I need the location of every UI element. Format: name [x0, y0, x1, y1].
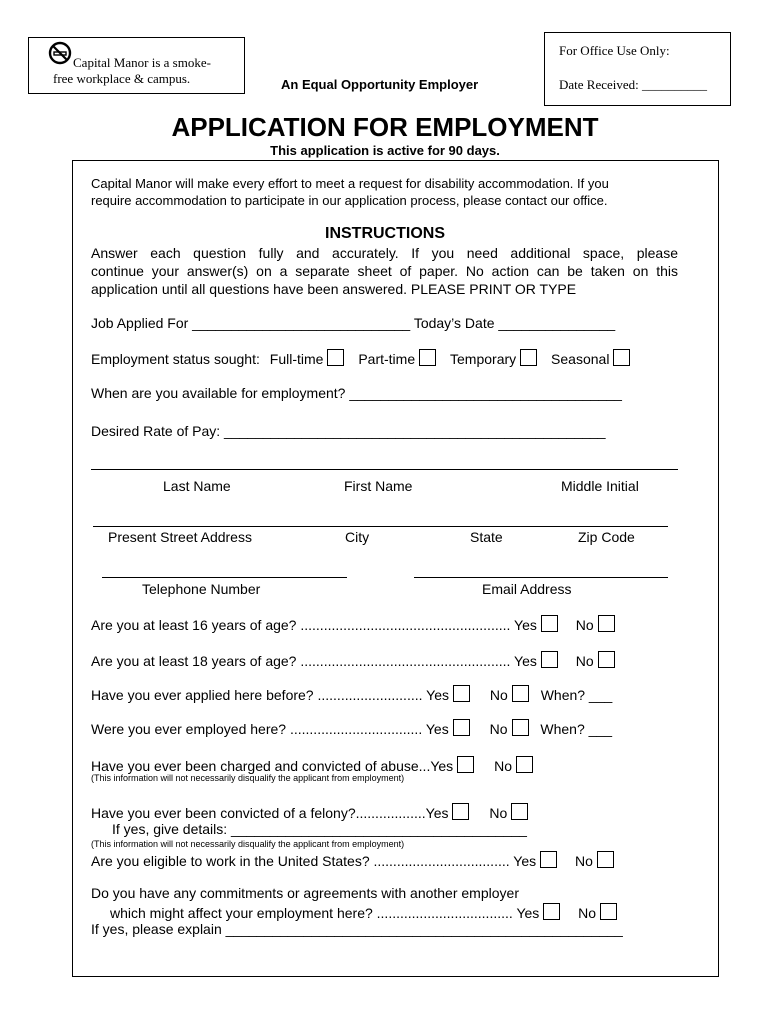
age-18-yes-checkbox[interactable] — [541, 651, 558, 668]
employed-before-question — [91, 719, 612, 737]
abuse-question — [91, 756, 533, 774]
no-smoking-icon — [48, 41, 72, 65]
commitments-yes-checkbox[interactable] — [543, 903, 560, 920]
age-18-no-checkbox[interactable] — [598, 651, 615, 668]
applied-before-question — [91, 685, 612, 703]
employment-status-label: Employment status sought: — [91, 351, 260, 367]
age-16-yes-checkbox[interactable] — [541, 615, 558, 632]
city-label: City — [345, 529, 370, 545]
employed-when-field[interactable]: When? ___ — [540, 721, 612, 737]
equal-opportunity-text: An Equal Opportunity Employer — [281, 77, 479, 92]
no-label: No — [575, 617, 594, 633]
age-16-question — [91, 615, 615, 633]
page-title: APPLICATION FOR EMPLOYMENT — [171, 112, 599, 142]
abuse-yes-checkbox[interactable] — [457, 756, 474, 773]
yes-label: Yes — [430, 758, 454, 774]
smoke-free-text-1: Capital Manor is a smoke- — [73, 55, 211, 70]
felony-no-checkbox[interactable] — [511, 803, 528, 820]
felony-yes-checkbox[interactable] — [452, 803, 469, 820]
yes-label: Yes — [516, 905, 540, 921]
applied-when-field[interactable]: When? ___ — [540, 687, 613, 703]
yes-label: Yes — [426, 687, 449, 703]
commitments-explain-field[interactable]: If yes, please explain ___________________________________________________ — [91, 921, 623, 937]
yes-label: Yes — [514, 653, 537, 669]
employment-status-row — [91, 349, 630, 367]
eligible-no-checkbox[interactable] — [597, 851, 614, 868]
no-label: No — [494, 758, 512, 774]
availability-field[interactable]: When are you available for employment? ___________________________________ — [91, 385, 622, 401]
instructions-line-3: application until all questions have been answered. PLEASE PRINT OR TYPE — [91, 281, 577, 297]
date-received-label: Date Received: __________ — [559, 77, 708, 92]
zip-code-label: Zip Code — [578, 529, 635, 545]
work-eligibility-question — [91, 851, 614, 869]
office-use-label: For Office Use Only: — [559, 43, 670, 58]
telephone-label: Telephone Number — [142, 581, 261, 597]
employed-no-checkbox[interactable] — [512, 719, 529, 736]
street-address-label: Present Street Address — [108, 529, 252, 545]
yes-label: Yes — [514, 617, 537, 633]
part-time-label: Part-time — [358, 351, 416, 367]
no-label: No — [489, 687, 508, 703]
commitments-no-checkbox[interactable] — [600, 903, 617, 920]
felony-details-field[interactable]: If yes, give details: ______________________________________ — [112, 821, 527, 837]
age-16-no-checkbox[interactable] — [598, 615, 615, 632]
felony-question — [91, 803, 528, 821]
smoke-free-text-2: free workplace & campus. — [53, 71, 191, 86]
yes-label: Yes — [425, 805, 449, 821]
seasonal-label: Seasonal — [551, 351, 610, 367]
email-line[interactable] — [414, 577, 668, 578]
abuse-no-checkbox[interactable] — [516, 756, 533, 773]
office-use-box — [544, 32, 731, 106]
state-label: State — [470, 529, 503, 545]
no-label: No — [489, 721, 508, 737]
middle-initial-label: Middle Initial — [561, 478, 639, 494]
page-subtitle: This application is active for 90 days. — [270, 143, 500, 158]
full-time-label: Full-time — [269, 351, 324, 367]
work-eligibility-text: Are you eligible to work in the United States? ................................... — [91, 853, 510, 869]
part-time-checkbox[interactable] — [419, 349, 436, 366]
last-name-label: Last Name — [163, 478, 231, 494]
job-applied-field[interactable]: Job Applied For ____________________________ Today’s Date _______________ — [91, 315, 616, 331]
seasonal-checkbox[interactable] — [613, 349, 630, 366]
employed-before-text: Were you ever employed here? .................................. — [91, 721, 423, 737]
age-18-text: Are you at least 18 years of age? ...................................................... — [91, 653, 511, 669]
no-label: No — [575, 653, 594, 669]
no-label: No — [575, 853, 593, 869]
age-18-question — [91, 651, 615, 669]
no-label: No — [578, 905, 597, 921]
temporary-label: Temporary — [450, 351, 517, 367]
commitments-text-1: Do you have any commitments or agreements with another employer — [91, 885, 519, 901]
desired-rate-field[interactable]: Desired Rate of Pay: _________________________________________________ — [91, 423, 606, 439]
eligible-yes-checkbox[interactable] — [540, 851, 557, 868]
address-line[interactable] — [93, 526, 668, 527]
applied-before-text: Have you ever applied here before? ........................... — [91, 687, 423, 703]
telephone-line[interactable] — [102, 577, 347, 578]
full-time-checkbox[interactable] — [327, 349, 344, 366]
name-line[interactable] — [91, 469, 678, 470]
instructions-line-1: Answer each question fully and accurately. If you need additional space, please — [91, 245, 678, 261]
email-label: Email Address — [482, 581, 572, 597]
employed-yes-checkbox[interactable] — [453, 719, 470, 736]
first-name-label: First Name — [344, 478, 413, 494]
felony-text: Have you ever been convicted of a felony?.................. — [91, 805, 426, 821]
yes-label: Yes — [513, 853, 537, 869]
accommodation-text-1: Capital Manor will make every effort to meet a request for disability accommodation. If you — [91, 176, 609, 191]
temporary-checkbox[interactable] — [520, 349, 537, 366]
abuse-disclaimer: (This information will not necessarily disqualify the applicant from employment) — [91, 773, 405, 783]
applied-yes-checkbox[interactable] — [453, 685, 470, 702]
accommodation-text-2: require accommodation to participate in our application process, please contact our office. — [91, 193, 608, 208]
felony-disclaimer: (This information will not necessarily disqualify the applicant from employment) — [91, 839, 405, 849]
instructions-line-2: continue your answer(s) on a separate sheet of paper. No action can be taken on this — [91, 263, 678, 279]
applied-no-checkbox[interactable] — [512, 685, 529, 702]
commitments-question — [110, 903, 617, 921]
instructions-heading: INSTRUCTIONS — [325, 225, 445, 242]
commitments-text-2: which might affect your employment here? ................................... — [110, 905, 513, 921]
abuse-text: Have you ever been charged and convicted of abuse... — [91, 758, 431, 774]
age-16-text: Are you at least 16 years of age? ...................................................... — [91, 617, 511, 633]
smoke-free-notice — [28, 37, 245, 94]
no-label: No — [489, 805, 508, 821]
yes-label: Yes — [425, 721, 449, 737]
